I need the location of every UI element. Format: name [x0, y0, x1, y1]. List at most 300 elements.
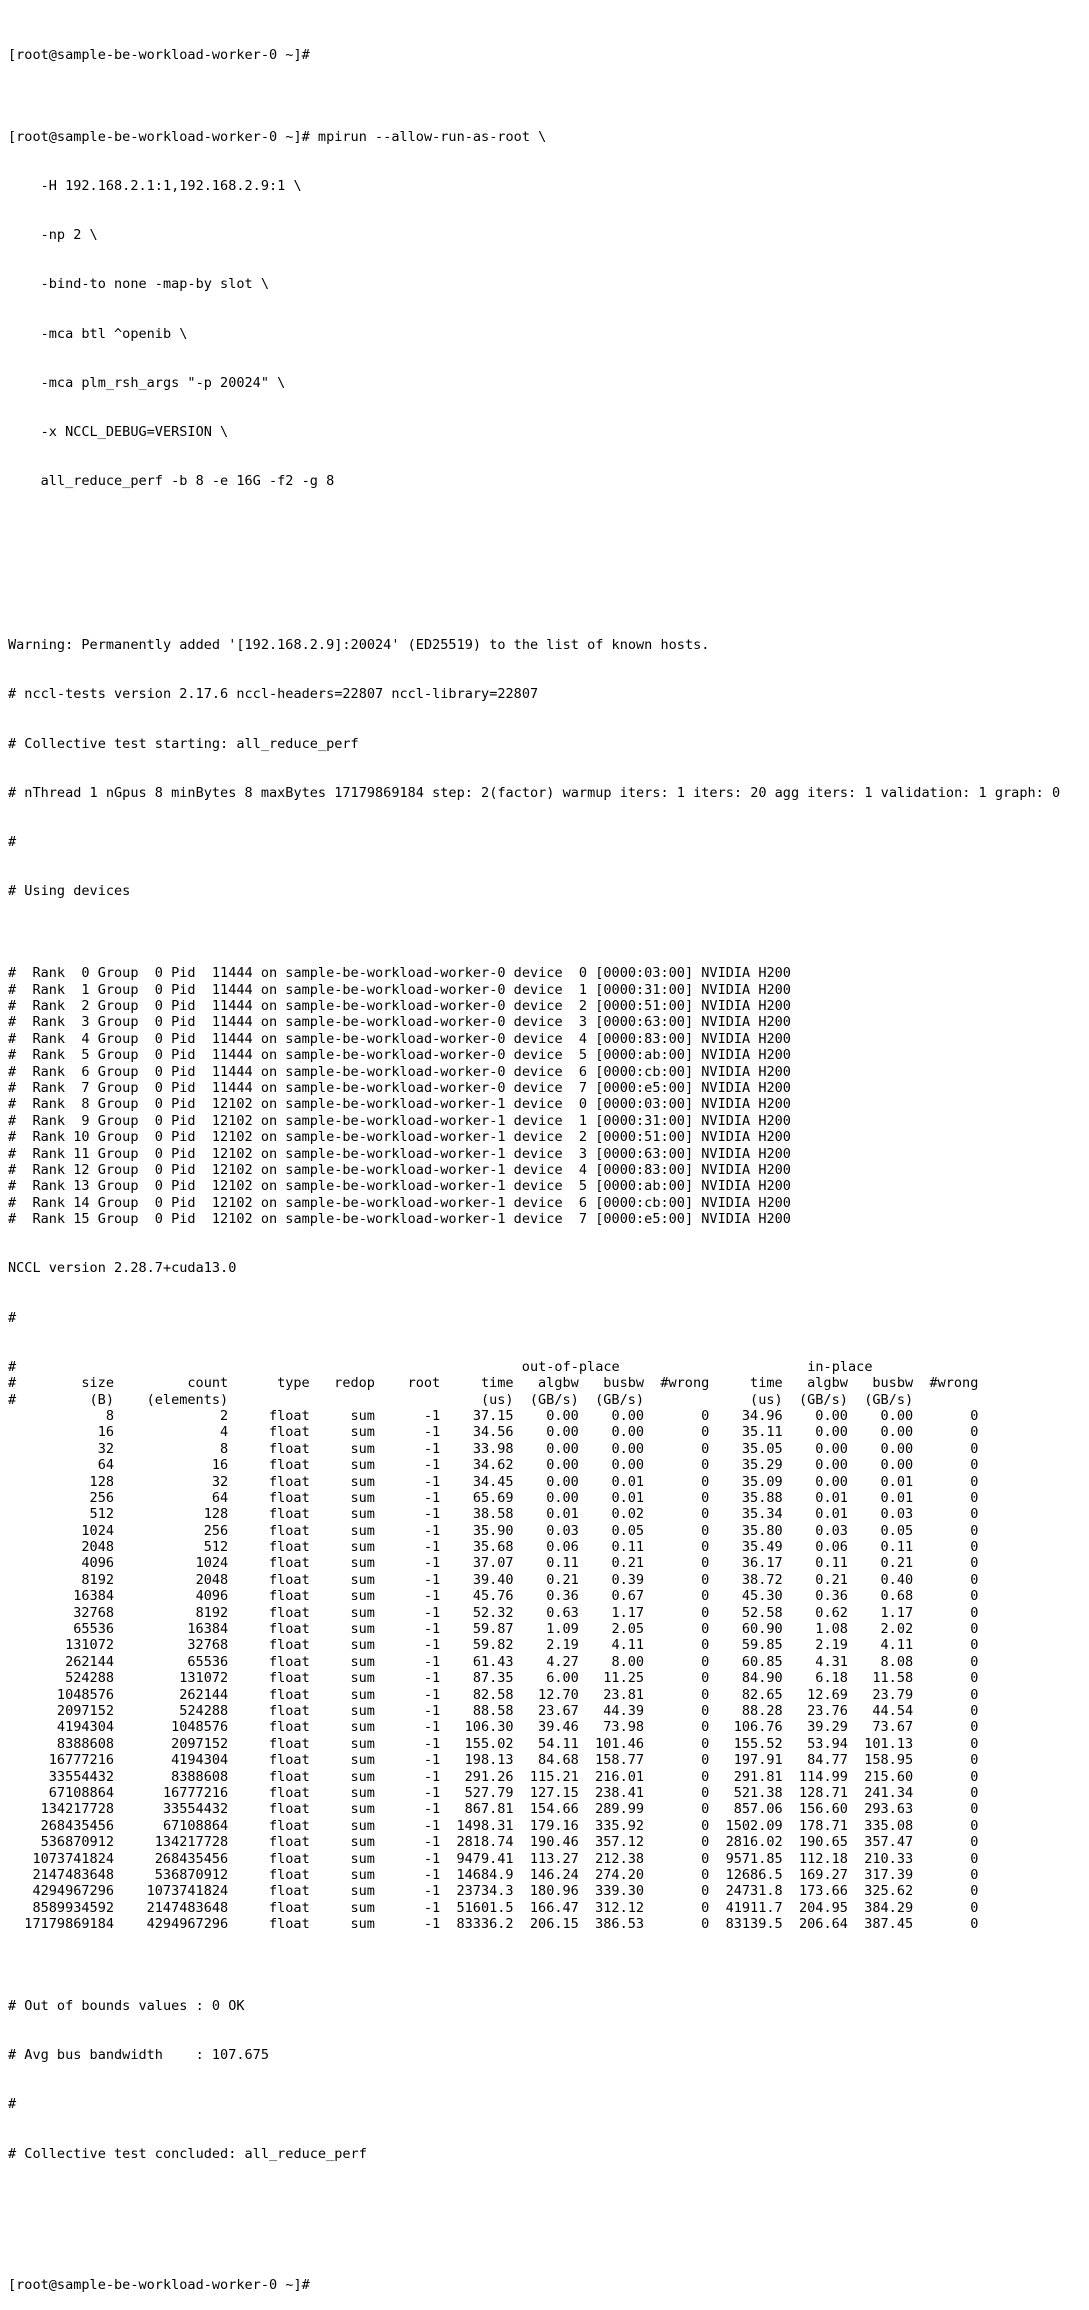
table-cell: sum: [350, 1407, 375, 1424]
table-row: [8, 1490, 1089, 1506]
table-cell: sum: [350, 1850, 375, 1867]
table-cell: float: [268, 1916, 310, 1933]
table-cell: float: [268, 1604, 310, 1621]
table-cell: 16384: [187, 1621, 229, 1638]
table-cell: 65536: [187, 1653, 229, 1670]
table-cell: sum: [350, 1440, 375, 1457]
table-row: [8, 1883, 1089, 1899]
table-cell: 0: [701, 1686, 710, 1703]
device-row: # Rank 6 Group 0 Pid 11444 on sample-be-workload-worker-0 device 6 [0000:cb:00] NVIDIA H200: [8, 1063, 791, 1080]
device-row: # Rank 11 Group 0 Pid 12102 on sample-be-workload-worker-1 device 3 [0000:63:00] NVIDIA H200: [8, 1145, 791, 1162]
table-cell: 4.11: [880, 1637, 914, 1654]
table-cell: 386.53: [595, 1916, 645, 1933]
table-cell: sum: [350, 1506, 375, 1523]
table-cell: float: [268, 1834, 310, 1851]
table-cell: 0: [701, 1473, 710, 1490]
table-row: [8, 1851, 1089, 1867]
table-cell: sum: [350, 1555, 375, 1572]
table-cell: #wrong: [660, 1375, 710, 1392]
table-cell: 0: [701, 1539, 710, 1556]
table-cell: 35.09: [741, 1473, 783, 1490]
table-cell: -1: [423, 1834, 441, 1851]
results-table: [8, 1359, 1089, 1933]
table-cell: 0: [701, 1489, 710, 1506]
table-cell: 54.11: [538, 1735, 579, 1752]
table-cell: 190.65: [798, 1834, 848, 1851]
table-cell: -1: [423, 1850, 441, 1867]
table-cell: 0: [970, 1588, 979, 1605]
table-cell: 59.82: [472, 1637, 514, 1654]
table-cell: 33554432: [162, 1801, 229, 1818]
table-cell: -1: [423, 1473, 441, 1490]
device-row: # Rank 9 Group 0 Pid 12102 on sample-be-workload-worker-1 device 1 [0000:31:00] NVIDIA H200: [8, 1112, 791, 1129]
table-cell: 6.18: [815, 1670, 848, 1687]
table-cell: 0: [701, 1506, 710, 1523]
table-cell: sum: [350, 1604, 375, 1621]
table-cell: 0: [701, 1768, 710, 1785]
table-cell: 65536: [73, 1621, 115, 1638]
table-cell: 35.34: [741, 1506, 783, 1523]
table-cell: 210.33: [864, 1850, 914, 1867]
table-cell: 61.43: [472, 1653, 514, 1670]
table-cell: 11.58: [872, 1670, 914, 1687]
table-cell: 1502.09: [725, 1817, 783, 1834]
table-cell: 59.85: [741, 1637, 783, 1654]
table-cell: sum: [350, 1588, 375, 1605]
table-row: [8, 1572, 1089, 1588]
table-cell: 33554432: [48, 1768, 115, 1785]
table-cell: 0: [970, 1670, 979, 1687]
table-cell: 67108864: [48, 1784, 115, 1801]
table-cell: -1: [423, 1637, 441, 1654]
table-cell: 35.68: [472, 1539, 514, 1556]
table-cell: 0: [970, 1850, 979, 1867]
table-cell: sum: [350, 1539, 375, 1556]
table-cell: -1: [423, 1768, 441, 1785]
command-line: -mca btl ^openib \: [8, 325, 188, 342]
table-cell: redop: [334, 1375, 375, 1392]
table-cell: 65.69: [472, 1489, 514, 1506]
table-cell: 0.00: [880, 1457, 914, 1474]
table-cell: 84.68: [538, 1752, 579, 1769]
comment-hash: #: [8, 1375, 17, 1392]
table-cell: 0: [970, 1719, 979, 1736]
table-cell: 0.21: [546, 1571, 579, 1588]
table-cell: 4294967296: [146, 1916, 229, 1933]
table-cell: 8192: [195, 1604, 229, 1621]
table-cell: 0: [970, 1506, 979, 1523]
table-cell: 1498.31: [456, 1817, 514, 1834]
table-cell: 0.06: [815, 1539, 848, 1556]
table-cell: -1: [423, 1670, 441, 1687]
table-cell: 0: [970, 1817, 979, 1834]
table-cell: 45.76: [472, 1588, 514, 1605]
table-cell: (B): [89, 1391, 114, 1408]
table-cell: 64: [211, 1489, 229, 1506]
table-cell: 867.81: [464, 1801, 514, 1818]
comment-line: #: [8, 2096, 17, 2113]
table-cell: time: [750, 1375, 783, 1392]
table-cell: 83139.5: [725, 1916, 783, 1933]
table-cell: float: [268, 1801, 310, 1818]
table-row: [8, 1719, 1089, 1735]
comment-line: #: [8, 834, 17, 851]
table-cell: float: [268, 1555, 310, 1572]
table-cell: 256: [203, 1522, 229, 1539]
table-cell: -1: [423, 1407, 441, 1424]
table-row: [8, 1637, 1089, 1653]
table-cell: 4: [220, 1424, 229, 1441]
table-cell: 134217728: [154, 1834, 229, 1851]
table-cell: sum: [350, 1571, 375, 1588]
table-cell: 0.01: [815, 1489, 848, 1506]
table-cell: float: [268, 1407, 310, 1424]
table-row: [8, 1588, 1089, 1604]
table-cell: 0.11: [546, 1555, 579, 1572]
table-cell: 0.67: [611, 1588, 645, 1605]
command-line: all_reduce_perf -b 8 -e 16G -f2 -g 8: [8, 473, 335, 490]
table-cell: float: [268, 1784, 310, 1801]
table-cell: float: [268, 1621, 310, 1638]
table-cell: 35.80: [741, 1522, 783, 1539]
table-cell: busbw: [872, 1375, 914, 1392]
table-cell: float: [268, 1817, 310, 1834]
table-cell: sum: [350, 1752, 375, 1769]
table-row: [8, 1801, 1089, 1817]
table-cell: float: [268, 1670, 310, 1687]
table-cell: 88.28: [741, 1702, 783, 1719]
table-cell: 24731.8: [725, 1883, 783, 1900]
table-row: [8, 1506, 1089, 1522]
table-cell: float: [268, 1653, 310, 1670]
table-cell: 0: [970, 1899, 979, 1916]
table-cell: 0.01: [880, 1489, 914, 1506]
table-row: [8, 1408, 1089, 1424]
table-cell: float: [268, 1440, 310, 1457]
table-cell: 115.21: [529, 1768, 579, 1785]
table-cell: 9571.85: [725, 1850, 783, 1867]
table-cell: 4.31: [815, 1653, 848, 1670]
command-line: -bind-to none -map-by slot \: [8, 276, 269, 293]
table-cell: 0.11: [815, 1555, 848, 1572]
table-cell: 83336.2: [456, 1916, 514, 1933]
table-cell: 134217728: [40, 1801, 115, 1818]
table-cell: 0: [701, 1834, 710, 1851]
table-cell: 35.05: [741, 1440, 783, 1457]
table-cell: 0.00: [815, 1440, 848, 1457]
table-cell: sum: [350, 1457, 375, 1474]
table-cell: 8: [220, 1440, 229, 1457]
table-cell: 12.70: [538, 1686, 579, 1703]
table-cell: 524288: [65, 1670, 115, 1687]
table-cell: -1: [423, 1916, 441, 1933]
table-cell: 357.12: [595, 1834, 645, 1851]
table-cell: 0.00: [546, 1424, 579, 1441]
table-cell: 45.30: [741, 1588, 783, 1605]
table-cell: 335.92: [595, 1817, 645, 1834]
table-cell: 2147483648: [146, 1899, 229, 1916]
table-cell: 0.00: [815, 1457, 848, 1474]
table-cell: 128.71: [798, 1784, 848, 1801]
table-cell: 23.67: [538, 1702, 579, 1719]
table-row: [8, 1670, 1089, 1686]
device-row: # Rank 8 Group 0 Pid 12102 on sample-be-workload-worker-1 device 0 [0000:03:00] NVIDIA H200: [8, 1096, 791, 1113]
table-cell: 128: [203, 1506, 229, 1523]
table-cell: 155.52: [733, 1735, 783, 1752]
device-row: # Rank 10 Group 0 Pid 12102 on sample-be-workload-worker-1 device 2 [0000:51:00] NVIDIA H200: [8, 1129, 791, 1146]
table-cell: float: [268, 1489, 310, 1506]
table-cell: 0.36: [815, 1588, 848, 1605]
table-cell: float: [268, 1539, 310, 1556]
table-cell: 127.15: [529, 1784, 579, 1801]
table-cell: 0.36: [546, 1588, 579, 1605]
table-cell: 335.08: [864, 1817, 914, 1834]
device-row: # Rank 15 Group 0 Pid 12102 on sample-be-workload-worker-1 device 7 [0000:e5:00] NVIDIA H200: [8, 1211, 791, 1228]
table-cell: 84.77: [807, 1752, 848, 1769]
table-cell: 0.03: [546, 1522, 579, 1539]
table-cell: 0: [970, 1571, 979, 1588]
table-cell: -1: [423, 1719, 441, 1736]
table-cell: 0.39: [611, 1571, 645, 1588]
table-cell: 4096: [195, 1588, 229, 1605]
table-cell: (GB/s): [864, 1391, 914, 1408]
table-cell: 34.62: [472, 1457, 514, 1474]
table-row: [8, 1867, 1089, 1883]
table-cell: 82.58: [472, 1686, 514, 1703]
table-cell: 53.94: [807, 1735, 848, 1752]
table-cell: 8388608: [171, 1768, 229, 1785]
table-cell: 0: [701, 1817, 710, 1834]
preamble-block: [8, 604, 1089, 932]
table-cell: -1: [423, 1686, 441, 1703]
table-cell: 1024: [81, 1522, 115, 1539]
table-cell: float: [268, 1637, 310, 1654]
table-cell: 212.38: [595, 1850, 645, 1867]
shell-prompt-line[interactable]: [root@sample-be-workload-worker-0 ~]#: [8, 2276, 310, 2293]
table-cell: 101.13: [864, 1735, 914, 1752]
table-cell: 0.00: [815, 1407, 848, 1424]
table-cell: size: [81, 1375, 114, 1392]
table-cell: 60.85: [741, 1653, 783, 1670]
table-cell: 23.79: [872, 1686, 914, 1703]
table-cell: 0: [970, 1407, 979, 1424]
table-cell: 0.00: [611, 1440, 645, 1457]
table-cell: 0: [701, 1850, 710, 1867]
table-cell: 154.66: [529, 1801, 579, 1818]
table-cell: 0.00: [611, 1407, 645, 1424]
table-cell: float: [268, 1571, 310, 1588]
table-cell: 178.71: [798, 1817, 848, 1834]
table-cell: 512: [203, 1539, 229, 1556]
table-cell: 0.21: [880, 1555, 914, 1572]
table-cell: 0: [701, 1440, 710, 1457]
table-row: [8, 1736, 1089, 1752]
table-cell: 0.02: [611, 1506, 645, 1523]
table-cell: algbw: [807, 1375, 848, 1392]
table-cell: 0: [970, 1621, 979, 1638]
table-cell: sum: [350, 1719, 375, 1736]
device-row: # Rank 4 Group 0 Pid 11444 on sample-be-workload-worker-0 device 4 [0000:83:00] NVIDIA H200: [8, 1030, 791, 1047]
table-cell: 0: [701, 1702, 710, 1719]
table-cell: 44.39: [603, 1702, 645, 1719]
table-cell: 0: [701, 1424, 710, 1441]
table-cell: 0: [701, 1866, 710, 1883]
device-row: # Rank 12 Group 0 Pid 12102 on sample-be-workload-worker-1 device 4 [0000:83:00] NVIDIA H200: [8, 1162, 791, 1178]
table-cell: root: [407, 1375, 441, 1392]
warning-line: Warning: Permanently added '[192.168.2.9]:20024' (ED25519) to the list of known hosts.: [8, 637, 710, 654]
table-cell: 0: [970, 1440, 979, 1457]
table-cell: 524288: [179, 1702, 229, 1719]
table-cell: -1: [423, 1440, 441, 1457]
table-cell: 0.00: [546, 1440, 579, 1457]
table-cell: 52.58: [741, 1604, 783, 1621]
table-cell: float: [268, 1506, 310, 1523]
table-cell: 0: [701, 1407, 710, 1424]
table-cell: 0: [701, 1883, 710, 1900]
table-cell: 2.05: [611, 1621, 645, 1638]
table-cell: 1.09: [546, 1621, 579, 1638]
table-cell: 35.90: [472, 1522, 514, 1539]
device-row: # Rank 3 Group 0 Pid 11444 on sample-be-workload-worker-0 device 3 [0000:63:00] NVIDIA H200: [8, 1014, 791, 1031]
table-cell: 16384: [73, 1588, 115, 1605]
table-cell: 35.29: [741, 1457, 783, 1474]
nccl-version-line: NCCL version 2.28.7+cuda13.0: [8, 1260, 237, 1277]
table-cell: algbw: [538, 1375, 579, 1392]
command-line: -mca plm_rsh_args "-p 20024" \: [8, 374, 286, 391]
table-cell: 8192: [81, 1571, 115, 1588]
table-cell: 0: [701, 1457, 710, 1474]
out-of-place-header: out-of-place: [521, 1358, 620, 1375]
table-cell: 101.46: [595, 1735, 645, 1752]
table-row: [8, 1539, 1089, 1555]
table-cell: 268435456: [154, 1850, 229, 1867]
table-cell: sum: [350, 1489, 375, 1506]
table-cell: 0: [701, 1522, 710, 1539]
table-cell: 262144: [179, 1686, 229, 1703]
table-cell: 0: [970, 1637, 979, 1654]
table-row: [8, 1785, 1089, 1801]
summary-block: [8, 1965, 1089, 2195]
table-cell: #wrong: [929, 1375, 979, 1392]
table-cell: time: [480, 1375, 514, 1392]
table-cell: sum: [350, 1424, 375, 1441]
table-cell: -1: [423, 1866, 441, 1883]
table-cell: float: [268, 1768, 310, 1785]
table-cell: 0.11: [611, 1539, 645, 1556]
table-cell: 0: [970, 1916, 979, 1933]
table-row: [8, 1441, 1089, 1457]
table-cell: 521.38: [733, 1784, 783, 1801]
table-cell: type: [277, 1375, 310, 1392]
table-cell: 14684.9: [456, 1866, 514, 1883]
table-cell: sum: [350, 1702, 375, 1719]
table-cell: 0.00: [546, 1407, 579, 1424]
device-row: # Rank 2 Group 0 Pid 11444 on sample-be-workload-worker-0 device 2 [0000:51:00] NVIDIA H200: [8, 998, 791, 1015]
table-cell: sum: [350, 1621, 375, 1638]
table-cell: 0.00: [546, 1489, 579, 1506]
table-cell: 0: [701, 1604, 710, 1621]
table-cell: 155.02: [464, 1735, 514, 1752]
table-cell: 2.19: [546, 1637, 579, 1654]
table-cell: 44.54: [872, 1702, 914, 1719]
table-cell: float: [268, 1866, 310, 1883]
table-cell: 0.62: [815, 1604, 848, 1621]
table-cell: (GB/s): [798, 1391, 848, 1408]
table-cell: 39.46: [538, 1719, 579, 1736]
table-cell: 215.60: [864, 1768, 914, 1785]
table-cell: 34.56: [472, 1424, 514, 1441]
table-cell: float: [268, 1424, 310, 1441]
table-cell: 0: [970, 1768, 979, 1785]
table-row: [8, 1916, 1089, 1932]
table-cell: 325.62: [864, 1883, 914, 1900]
blank-line: [8, 2228, 1089, 2244]
table-row: [8, 1555, 1089, 1571]
table-row: [8, 1900, 1089, 1916]
table-cell: 0: [970, 1735, 979, 1752]
table-units-row: [8, 1392, 1089, 1408]
table-cell: 2147483648: [32, 1866, 115, 1883]
table-cell: -1: [423, 1457, 441, 1474]
table-cell: 16: [97, 1424, 115, 1441]
table-cell: sum: [350, 1670, 375, 1687]
in-place-header: in-place: [807, 1358, 873, 1375]
table-cell: 59.87: [472, 1621, 514, 1638]
table-cell: sum: [350, 1473, 375, 1490]
table-cell: 0.01: [611, 1489, 645, 1506]
table-cell: -1: [423, 1604, 441, 1621]
table-cell: 4194304: [171, 1752, 229, 1769]
table-header-row: [8, 1375, 1089, 1391]
table-cell: (elements): [146, 1391, 229, 1408]
table-cell: 35.11: [741, 1424, 783, 1441]
table-cell: 289.99: [595, 1801, 645, 1818]
table-cell: 6.00: [546, 1670, 579, 1687]
table-cell: 32768: [187, 1637, 229, 1654]
table-cell: 0: [970, 1702, 979, 1719]
table-cell: 0.01: [611, 1473, 645, 1490]
table-cell: 0: [970, 1424, 979, 1441]
table-cell: float: [268, 1850, 310, 1867]
table-cell: 357.47: [864, 1834, 914, 1851]
table-cell: 0.00: [815, 1424, 848, 1441]
table-cell: 112.18: [798, 1850, 848, 1867]
table-cell: 34.45: [472, 1473, 514, 1490]
table-cell: 39.40: [472, 1571, 514, 1588]
table-cell: 0.01: [546, 1506, 579, 1523]
table-cell: 2097152: [56, 1702, 115, 1719]
table-cell: 0: [701, 1637, 710, 1654]
table-cell: sum: [350, 1768, 375, 1785]
table-cell: 317.39: [864, 1866, 914, 1883]
table-cell: sum: [350, 1866, 375, 1883]
table-cell: 0.01: [880, 1473, 914, 1490]
table-cell: 0.00: [815, 1473, 848, 1490]
table-row: [8, 1752, 1089, 1768]
table-cell: 1073741824: [32, 1850, 115, 1867]
table-row: [8, 1834, 1089, 1850]
table-cell: 0.00: [880, 1407, 914, 1424]
table-cell: 0: [970, 1489, 979, 1506]
table-cell: 0.05: [880, 1522, 914, 1539]
table-cell: sum: [350, 1817, 375, 1834]
table-cell: -1: [423, 1506, 441, 1523]
table-cell: -1: [423, 1571, 441, 1588]
table-cell: 387.45: [864, 1916, 914, 1933]
table-cell: sum: [350, 1653, 375, 1670]
table-cell: -1: [423, 1539, 441, 1556]
table-cell: float: [268, 1473, 310, 1490]
